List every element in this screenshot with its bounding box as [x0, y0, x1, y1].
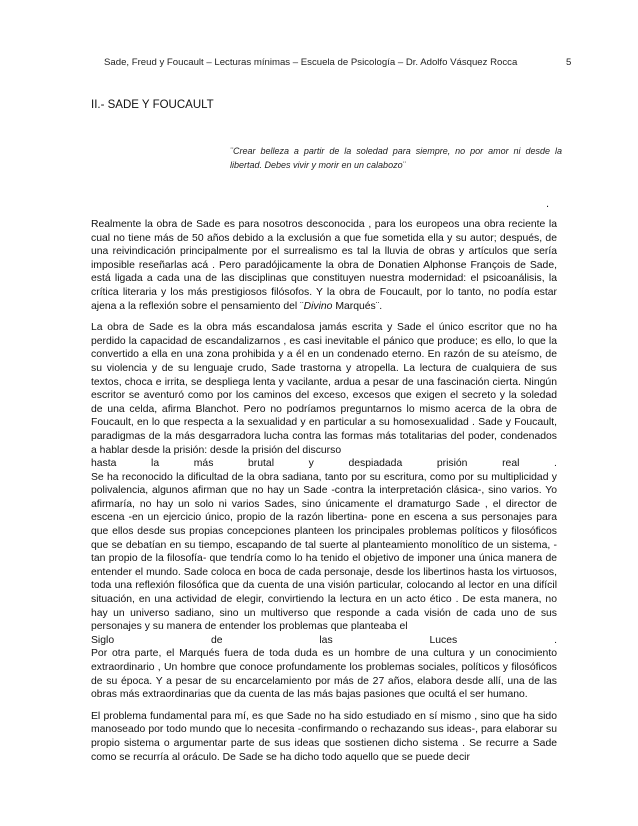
paragraph-2c — [91, 647, 557, 701]
running-header — [104, 57, 584, 68]
running-title: Sade, Freud y Foucault – Lecturas mínimas – Escuela de Psicología – Dr. Adolfo Vásquez Rocca — [104, 57, 518, 68]
word: las — [319, 634, 333, 646]
paragraph-2b — [91, 471, 557, 634]
word: brutal — [248, 458, 275, 470]
word: despiadada — [348, 458, 403, 470]
word: . — [554, 634, 557, 646]
word: prisión — [436, 458, 468, 470]
paragraph-1-text: Realmente la obra de Sade es para nosotros desconocida , para los europeos una obra reciente la cual no tiene más de 50 años debido a la exclusión a que fue sometida ella y su autor; después, de una reivindicación principalmente por el surrealismo es tal la lluvia de obras y artículos que sería imposible reseñarlas acá . Pero paradójicamente la obra de Donatien Alphonse François de Sade, está ligada a cada una de las disciplinas que constituyen nuestra modernidad: el psicoanálisis, la crítica literaria y los más prestigiosos filósofos. Y la obra de Foucault, por lo tanto, no podía estar ajena a la reflexión sobre el pensamiento del ¨ — [91, 219, 557, 312]
paragraph-3-text: El problema fundamental para mí, es que Sade no ha sido estudiado en sí mismo , sino que ha sido manoseado por todo mundo que lo necesita -confirmando o rechazando sus ideas-, para elaborar su propio sistema o argumentar parte de sus ideas que sostienen dicho sistema . Se recurre a Sade como se recurría al oráculo. De Sade se ha dicho todo aquello que se puede decir — [91, 710, 557, 763]
word: . — [554, 458, 557, 470]
stray-dot: . — [546, 198, 550, 210]
paragraph-3 — [91, 710, 557, 764]
paragraph-2a-text: La obra de Sade es la obra más escandalosa jamás escrita y Sade el único escritor que no ha perdido la capacidad de escandalizarnos , es casi inevitable el pánico que produce; es ello, lo que la convertido a ella en una zona prohibida y a él en un condenado eterno. En razón de su ateísmo, de su violencia y de su lenguaje crudo, Sade trastorna y atropella. La lectura de cualquiera de sus textos, choca e irrita, se despliega lenta y vacilante, ardua a pesar de una fascinación cierta. Ningún escritor se aventuró como por los caminos del exceso, excesos que exigen el secreto y la soledad de una celda, afirma Blanchot. Pero no podríamos preguntarnos lo mismo acerca de la obra de Foucault, en lo que respecta a la sexualidad y en particular a su homosexualidad . Sade y Foucault, paradigmas de la más desgarradora lucha contra las formas más totalitarias del poder, condenados a hablar desde la prisión: desde la prisión del discurso — [91, 322, 557, 456]
body-text — [91, 218, 557, 772]
paragraph-2a-last-line — [91, 457, 557, 471]
word: Siglo — [91, 634, 115, 646]
section-title: II.- SADE Y FOUCAULT — [91, 99, 214, 111]
paragraph-2b-last-line — [91, 634, 557, 648]
word: la — [151, 458, 160, 470]
page-number: 5 — [566, 57, 572, 68]
word: hasta — [91, 458, 117, 470]
word: real — [502, 458, 520, 470]
word: más — [193, 458, 214, 470]
word: y — [308, 458, 314, 470]
paragraph-1-italic: Divino — [303, 300, 333, 312]
word: de — [210, 634, 223, 646]
paragraph-2b-text: Se ha reconocido la dificultad de la obra sadiana, tanto por su escritura, como por su multiplicidad y polivalencia, algunos afirman que no hay un Sade -contra la interpretación clásica-, sino varios. Yo afirmaría, no hay un solo ni varios Sades, sino únicamente el dramaturgo Sade , el director de escena -en un ejercicio único, propio de la razón libertina- pone en escena a sus personajes para que ellos desde sus propias concepciones planteen los principales problemas políticos y filosóficos que se debatían en su tiempo, escapando de tal suerte al planteamiento monolítico de un sistema, -tan propio de la filosofía- que tendría como lo ha tenido el objetivo de imponer una única manera de entender el mundo. Sade coloca en boca de cada personaje, desde los libertinos hasta los virtuosos, toda una reflexión filosófica que da cuenta de una visión particular, colocando al lector en una difícil situación, en una actividad de elegir, convirtiendo la lectura en un acto ético . De esta manera, no hay un universo sadiano, sino un multiverso que responde a cada visión de cada uno de sus personajes y su manera de entender los problemas que planteaba el — [91, 471, 557, 633]
word: Luces — [429, 634, 458, 646]
paragraph-2c-text: Por otra parte, el Marqués fuera de toda duda es un hombre de una cultura y un conocimiento extraordinario , Un hombre que conoce profundamente los problemas sociales, políticos y filosóficos de su época. Y a pesar de su encarcelamiento por más de 27 años, elabora desde allí, una de las obras más extraordinarias que da cuenta de las más bajas pasiones que ocultá el ser humano. — [91, 648, 557, 701]
paragraph-1 — [91, 218, 557, 313]
paragraph-1-end: Marqués¨. — [335, 300, 383, 312]
epigraph-quote: ¨Crear belleza a partir de la soledad para siempre, no por amor ni desde la libertad. Debes vivir y morir en un calabozo¨ — [230, 146, 562, 170]
paragraph-2a — [91, 321, 557, 457]
